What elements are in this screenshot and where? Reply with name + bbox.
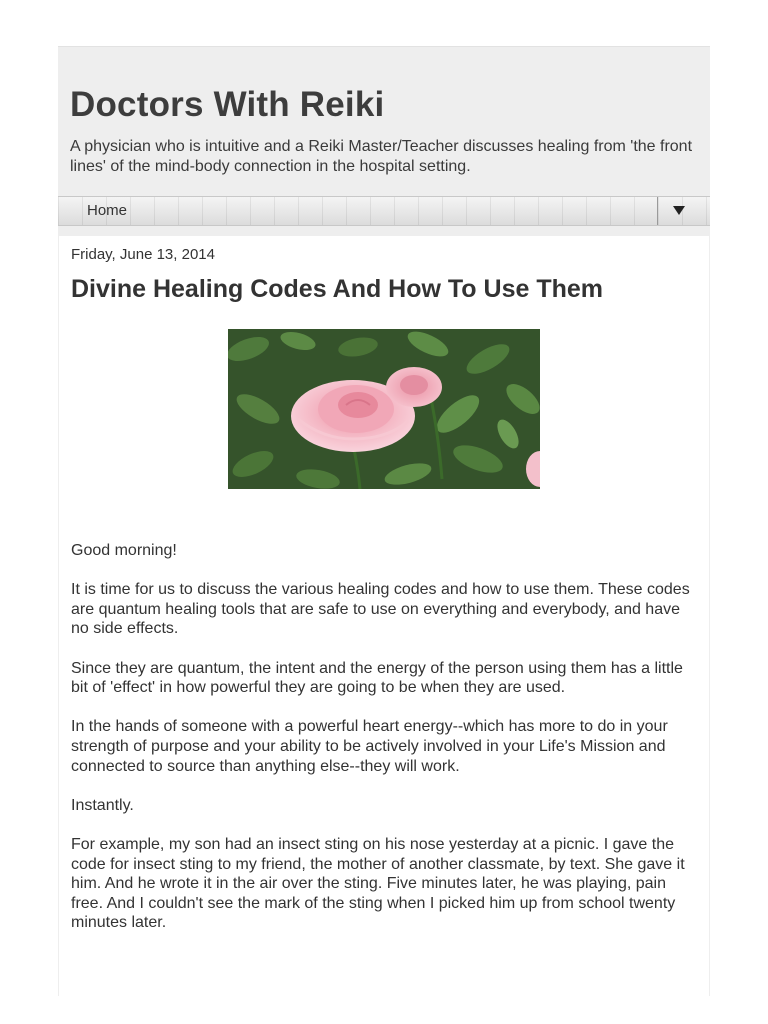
post-date: Friday, June 13, 2014 [71,246,215,263]
tab-home[interactable]: Home [87,202,128,219]
post-paragraph: Since they are quantum, the intent and the energy of the person using them has a little bit of 'effect' in how powerful they are going to be when they are used. [71,659,683,697]
blog-container [58,46,710,1024]
post-paragraph: Good morning! [71,542,177,559]
post-title[interactable]: Divine Healing Codes And How To Use Them [71,275,604,303]
nav-tabs [58,196,710,226]
post-image-rose[interactable] [228,329,540,489]
blog-header [58,46,710,196]
post-paragraph: For example, my son had an insect sting on his nose yesterday at a picnic. I gave the code for insect sting to my friend, the mother of another classmate, by text. She gave it him. And he wrote it in the air over the sting. Five minutes later, he was playing, pain free. And I couldn't see the mark of the sting when I picked him up from school twenty minutes later. [71,835,685,932]
nav-dropdown-button[interactable] [657,197,710,225]
post-paragraph: Instantly. [71,796,134,814]
post-body [71,541,697,933]
header-gap [58,226,710,236]
post-paragraph: It is time for us to discuss the various healing codes and how to use them. These codes are quantum healing tools that are safe to use on everything and everybody, and have no side effects. [71,581,690,638]
main-content [58,236,710,996]
blog-description: A physician who is intuitive and a Reiki Master/Teacher discusses healing from 'the front lines' of the mind-body connection in the hospital setting. [70,138,693,175]
triangle-down-icon [673,206,685,216]
post-paragraph: In the hands of someone with a powerful heart energy--which has more to do in your strength of purpose and your ability to be actively involved in your Life's Mission and connected to source than anything else--they will work. [71,718,668,775]
blog-title[interactable]: Doctors With Reiki [70,85,385,124]
